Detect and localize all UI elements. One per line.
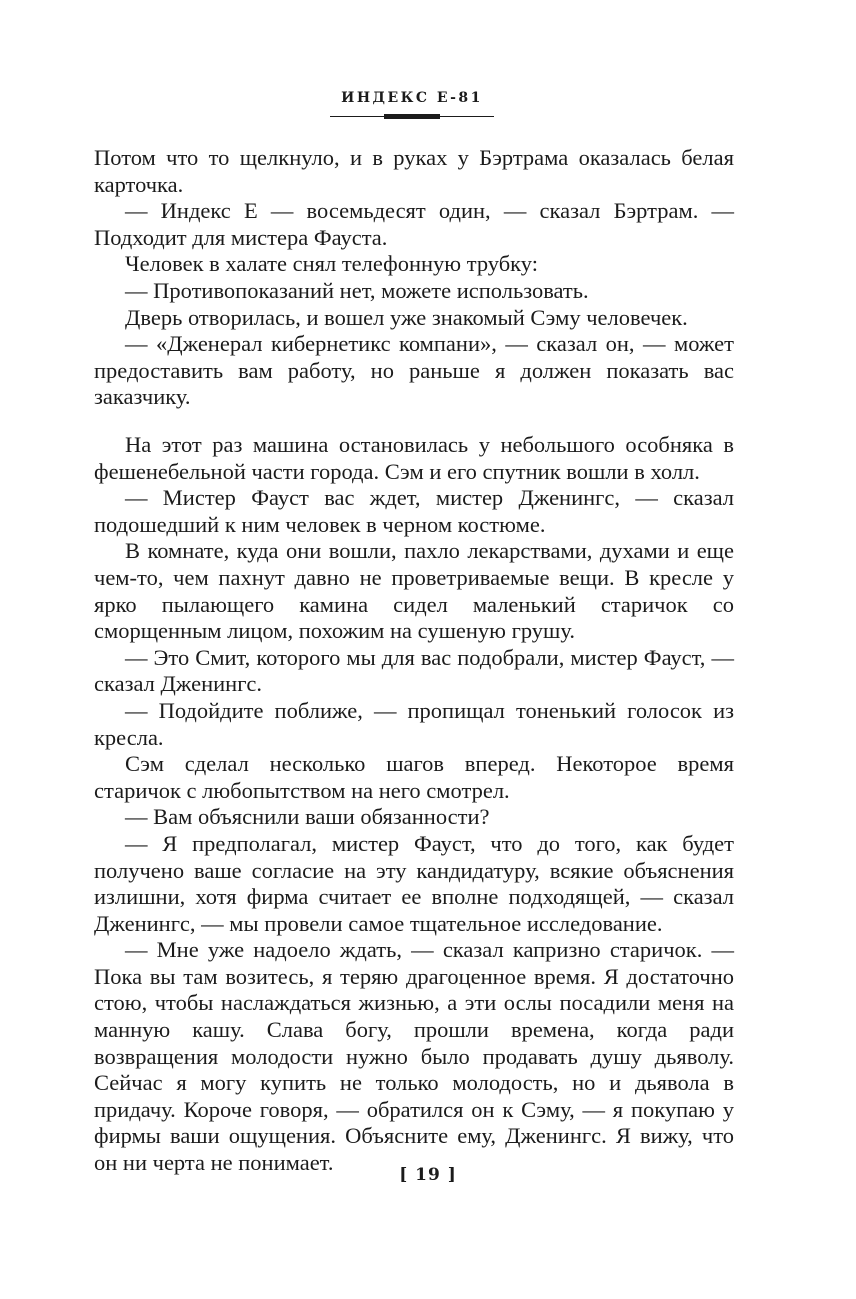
running-header [330,88,494,119]
paragraph: — Это Смит, которого мы для вас подобрали, мистер Фауст, — сказал Дженингс. [94,644,734,697]
paragraph: В комнате, куда они вошли, пахло лекарствами, духами и еще чем-то, чем пахнут давно не проветриваемые вещи. В кресле у ярко пылающего камина сидел маленький старичок со сморщенным лицом, похожим на сушеную грушу. [94,538,734,644]
paragraph: — Индекс Е — восемьдесят один, — сказал Бэртрам. — Подходит для мистера Фауста. [94,198,734,250]
paragraph: Дверь отворилась, и вошел уже знакомый Сэму человечек. [125,304,688,330]
paragraph: На этот раз машина остановилась у небольшого особняка в фешенебельной части города. Сэм и его спутник вошли в холл. [94,432,734,484]
paragraph: — Противопоказаний нет, можете использовать. [125,277,589,303]
paragraph: — Я предполагал, мистер Фауст, что до того, как будет получено ваше согласие на эту кандидатуру, всякие объяснения излишни, хотя фирма считает ее вполне подходящей, — сказал Дженингс, — мы провели самое тщательное исследование. [94,830,734,936]
paragraph: Человек в халате снял телефонную трубку: [125,251,538,277]
paragraph: — «Дженерал кибернетикс компани», — сказал он, — может предоставить вам работу, но раньше я должен показать вас заказчику. [94,331,734,410]
paragraph: — Подойдите поближе, — пропищал тоненький голосок из кресла. [94,697,734,750]
page-number: [ 19 ] [399,1165,457,1185]
header-rule [330,114,494,119]
header-rule-thick-bar [384,114,440,119]
text-section-1 [94,145,734,411]
paragraph: Потом что то щелкнуло, и в руках у Бэртрама оказалась белая карточка. [94,145,734,197]
text-section-2 [94,432,734,1177]
paragraph: — Мистер Фауст вас ждет, мистер Дженингс, — сказал подошедший к ним человек в черном костюме. [94,485,734,537]
running-header-title: ИНДЕКС Е-81 [341,90,483,106]
paragraph: — Вам объяснили ваши обязанности? [125,804,490,830]
paragraph: — Мне уже надоело ждать, — сказал капризно старичок. — Пока вы там возитесь, я теряю драгоценное время. Я достаточно стою, чтобы наслаждаться жизнью, а эти ослы посадили меня на манную кашу. Слава богу, прошли времена, когда ради возвращения молодости нужно было продавать душу дьяволу. Сейчас я могу купить не только молодость, но и дьявола в придачу. Короче говоря, — обратился он к Сэму, — я покупаю у фирмы ваши ощущения. Объясните ему, Дженингс. Я вижу, что он ни черта не понимает. [94,937,734,1176]
paragraph: Сэм сделал несколько шагов вперед. Некоторое время старичок с любопытством на него смотрел. [94,751,734,803]
